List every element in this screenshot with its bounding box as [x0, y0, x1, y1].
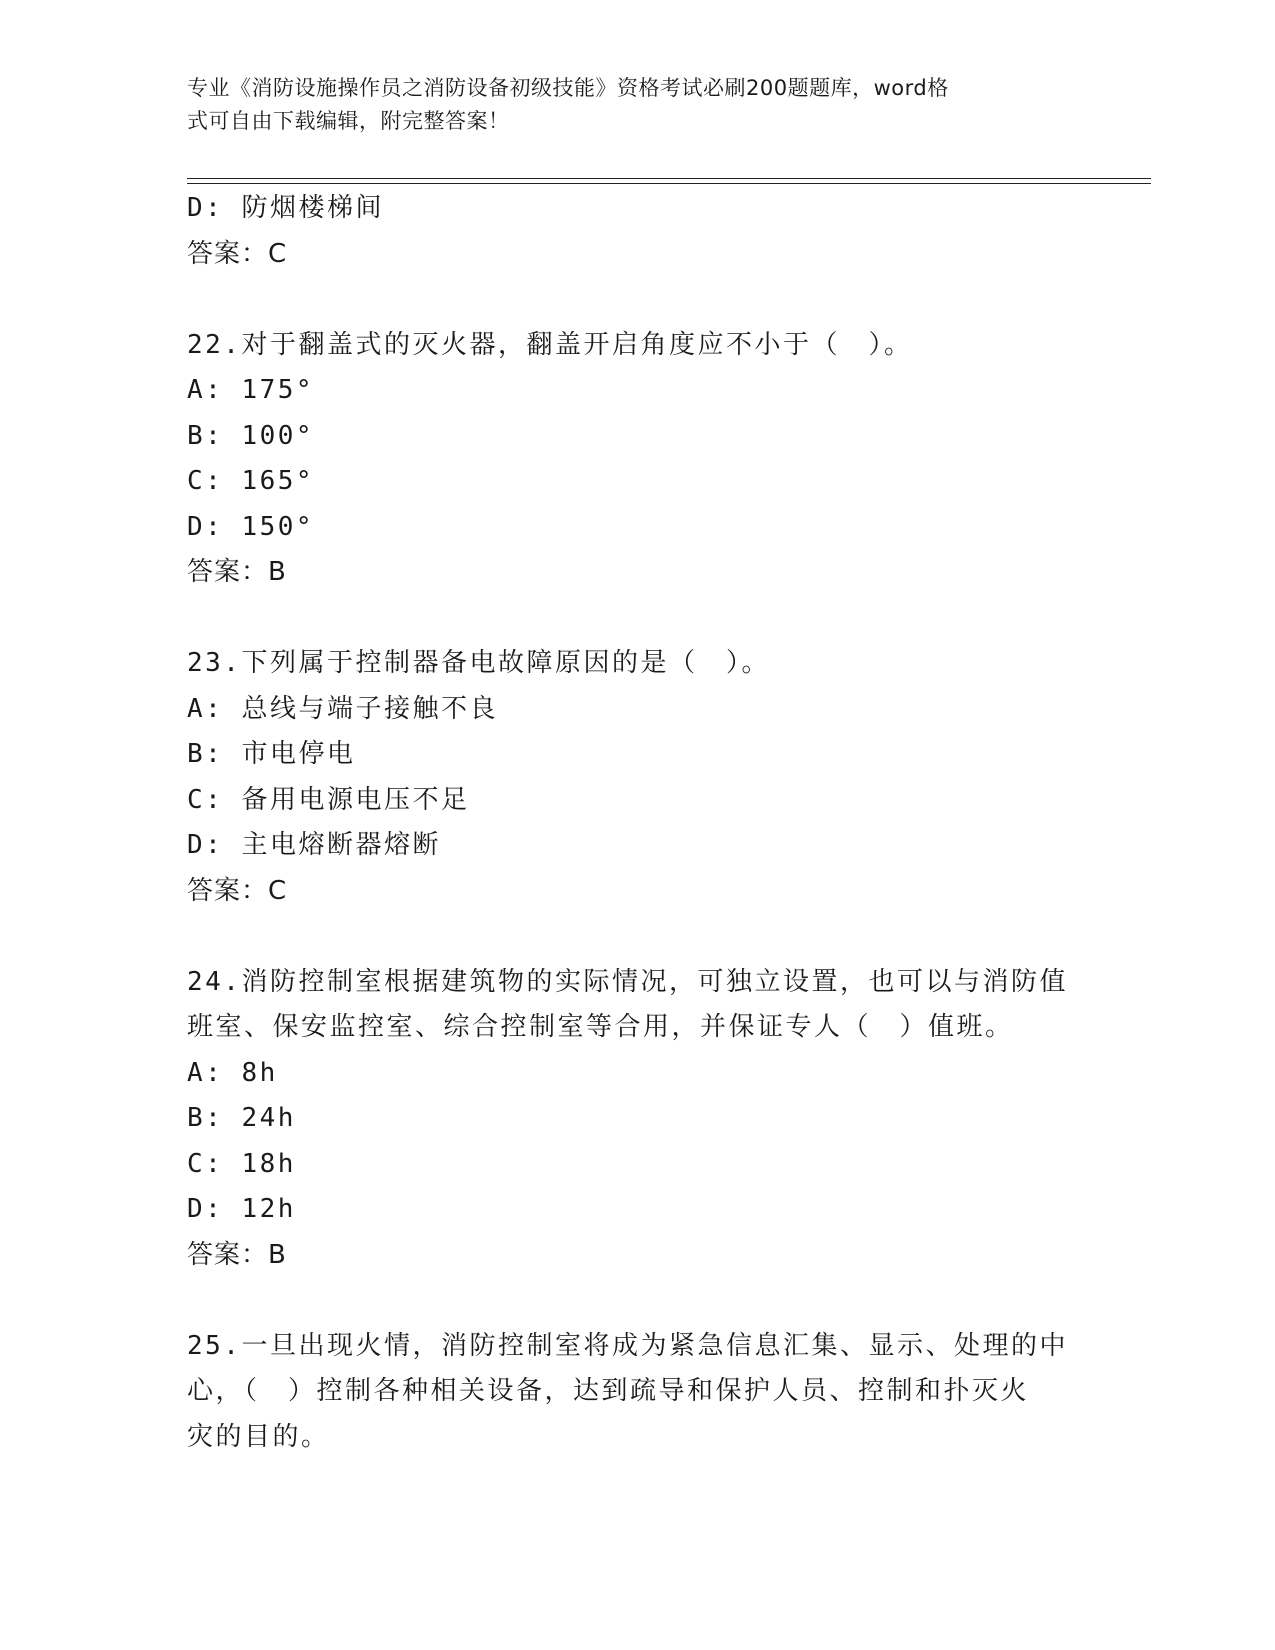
header-line-1: 专业《消防设施操作员之消防设备初级技能》资格考试必刷200题题库，word格: [187, 76, 949, 100]
question-stem-line-2: 心，（ ）控制各种相关设备，达到疏导和保护人员、控制和扑灭火: [187, 1376, 1030, 1406]
question-stem-line-1: 25.一旦出现火情，消防控制室将成为紧急信息汇集、显示、处理的中: [187, 1330, 1068, 1361]
spacer: [187, 277, 1087, 323]
question-list: [187, 186, 1087, 1460]
question-stem-line-2: 班室、保安监控室、综合控制室等合用，并保证专人（ ）值班。: [187, 1012, 1014, 1042]
option-a: A: 8h: [187, 1057, 278, 1088]
option-a: A: 175°: [187, 375, 315, 405]
option-d: D: 防烟楼梯间: [187, 193, 384, 223]
answer-line: 答案：C: [187, 875, 288, 906]
spacer: [187, 914, 1087, 960]
document-header: [187, 72, 1067, 138]
question-stem: 22.对于翻盖式的灭火器，翻盖开启角度应不小于（ ）。: [187, 329, 913, 360]
question-stem-line-1: 24.消防控制室根据建筑物的实际情况，可独立设置，也可以与消防值: [187, 966, 1068, 997]
question-21-tail: [187, 186, 1087, 277]
question-stem: 23.下列属于控制器备电故障原因的是（ ）。: [187, 648, 770, 678]
option-a: A: 总线与端子接触不良: [187, 693, 498, 724]
option-d: D: 主电熔断器熔断: [187, 830, 441, 860]
option-c: C: 备用电源电压不足: [187, 784, 470, 815]
option-d: D: 12h: [187, 1194, 296, 1224]
option-b: B: 市电停电: [187, 739, 356, 769]
option-b: B: 100°: [187, 420, 315, 451]
spacer: [187, 596, 1087, 642]
option-c: C: 165°: [187, 466, 315, 496]
question-24: [187, 960, 1087, 1279]
question-25: [187, 1324, 1087, 1461]
header-divider-top: [187, 178, 1151, 179]
answer-line: 答案：C: [187, 238, 288, 269]
spacer: [187, 1278, 1087, 1324]
header-divider-bottom: [187, 183, 1151, 184]
option-c: C: 18h: [187, 1148, 296, 1179]
option-d: D: 150°: [187, 511, 315, 542]
answer-line: 答案：B: [187, 1239, 287, 1270]
option-b: B: 24h: [187, 1103, 296, 1133]
question-22: [187, 323, 1087, 596]
question-stem-line-3: 灾的目的。: [187, 1421, 330, 1452]
answer-line: 答案：B: [187, 557, 287, 587]
header-line-2: 式可自由下载编辑，附完整答案！: [187, 109, 510, 133]
question-23: [187, 641, 1087, 914]
